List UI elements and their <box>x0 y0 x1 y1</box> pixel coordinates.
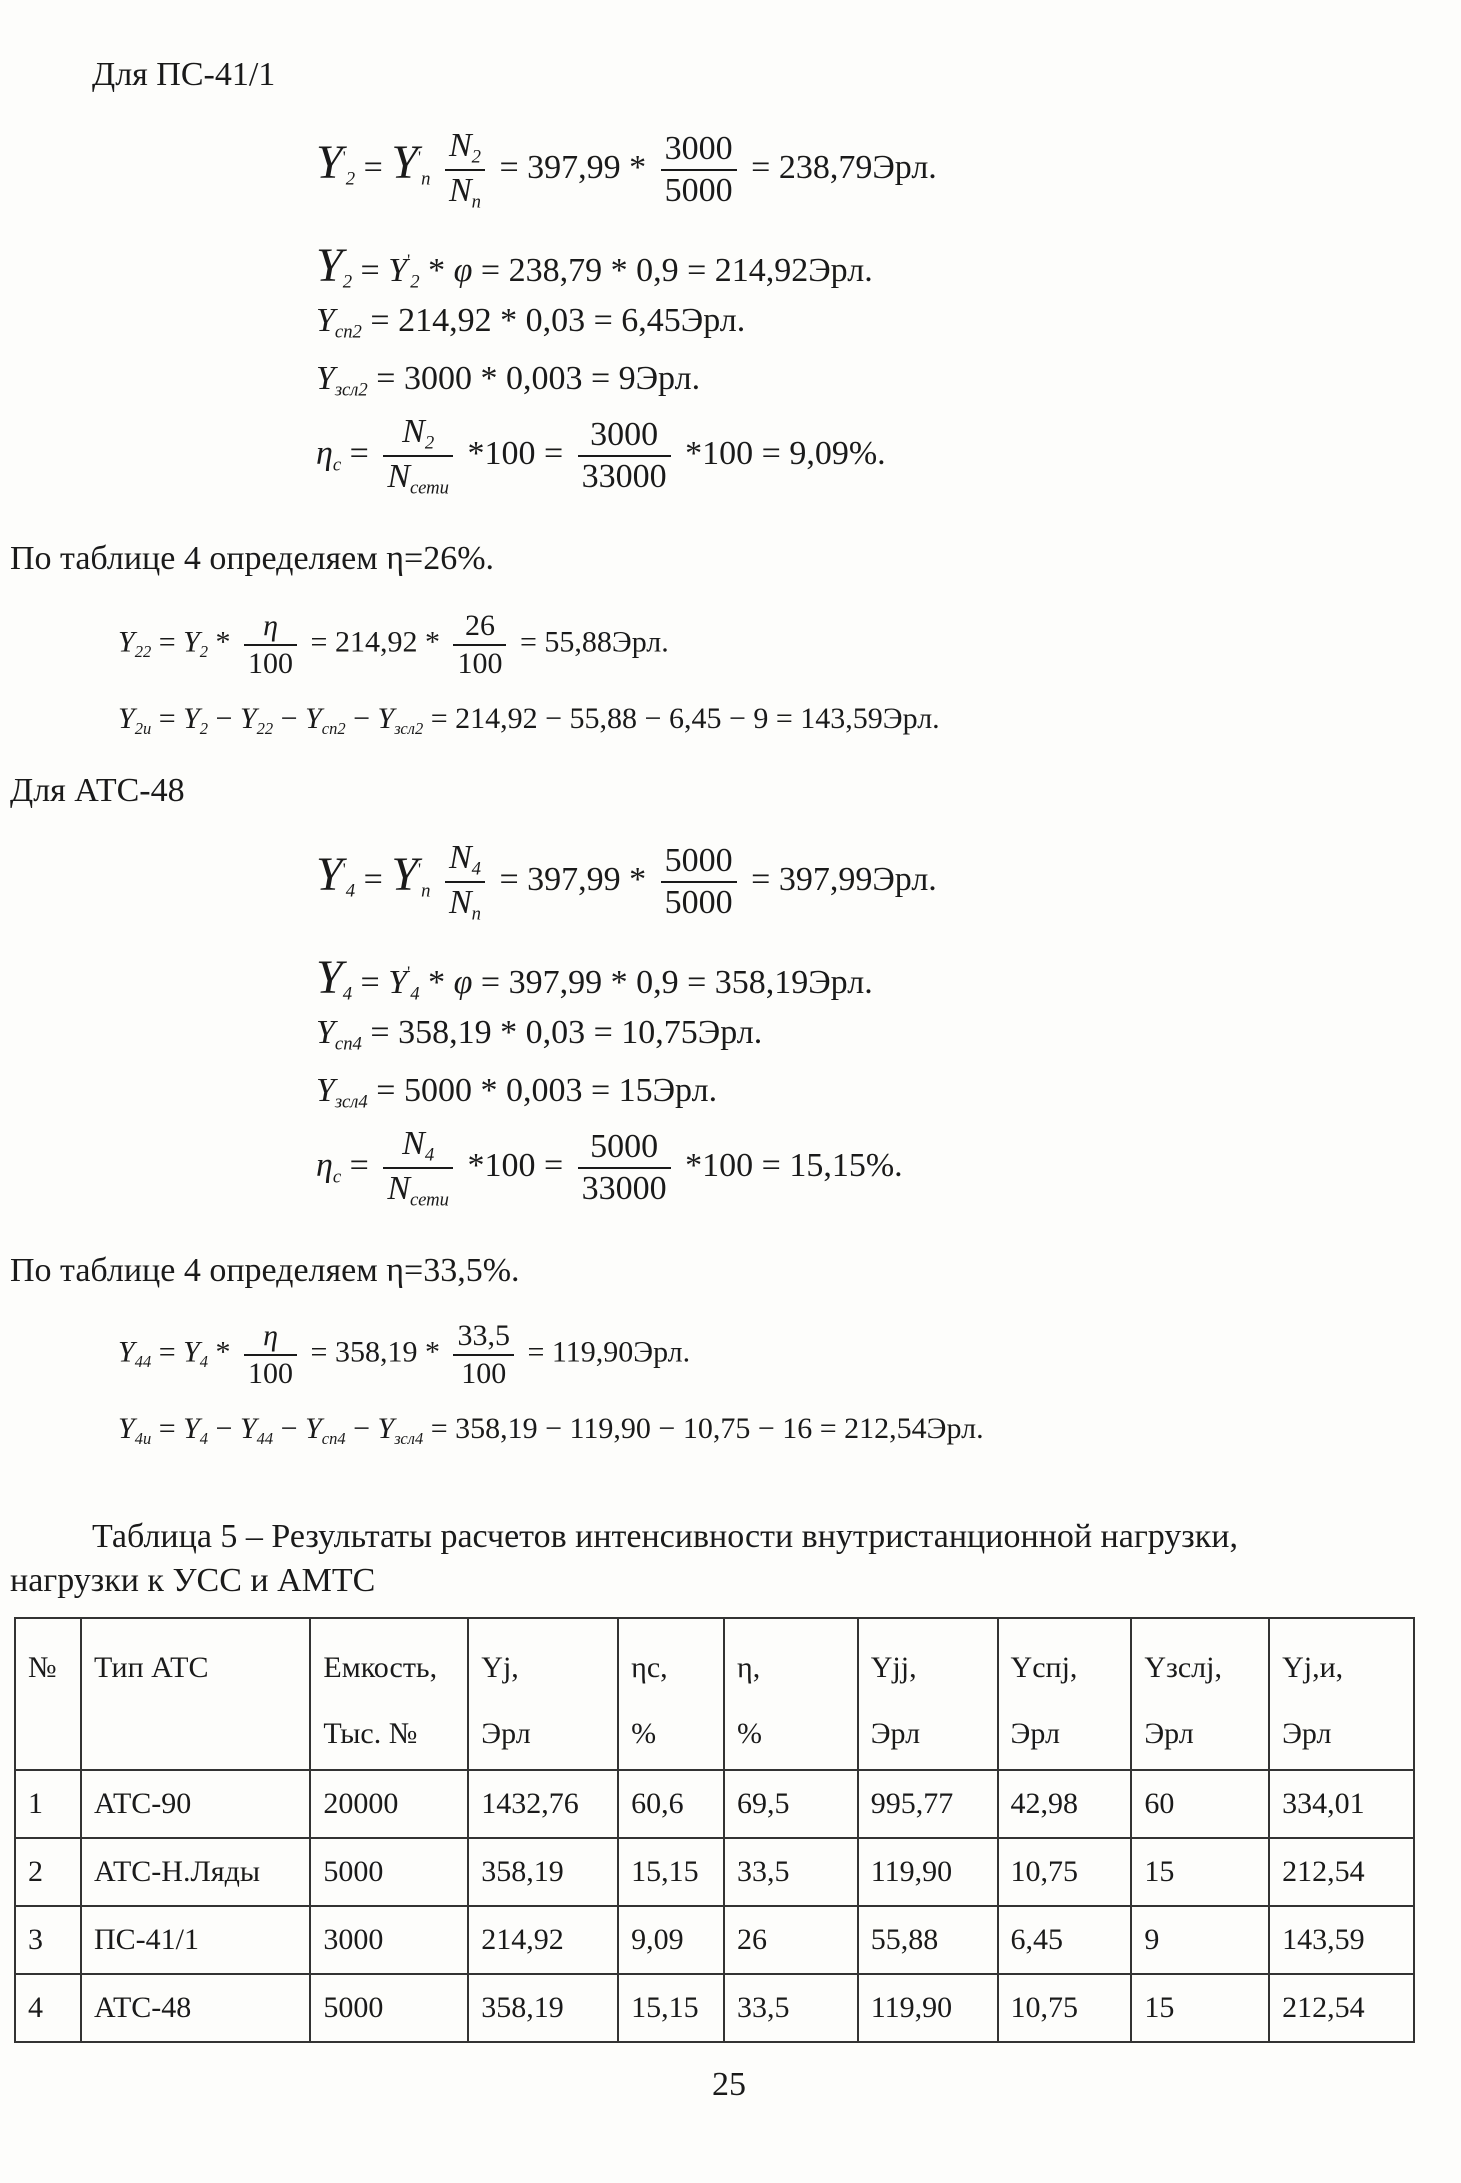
cell-yspj: 10,75 <box>998 1974 1132 2042</box>
equation-y2-prime: $Y'_2 = Y'_n$ $\frac{N_2}{N_n}$ = 397,99 * $\frac{3000}{5000}$ = 238,79Эрл. <box>316 127 937 213</box>
results-table <box>14 1617 1415 2043</box>
eq-ats48-e1-num: 5000 <box>661 843 737 883</box>
equation-y4-prime: $Y'_4 = Y'_n$ $\frac{N_4}{N_n}$ = 397,99 * $\frac{5000}{5000}$ = 397,99Эрл. <box>316 839 937 925</box>
equation-y2: $Y_2 = Y'_2 * \varphi = 238,79 * 0,9 = 214,92Эрл$. <box>316 239 873 293</box>
cell-yjj: 995,77 <box>858 1770 998 1838</box>
eq-ps41-e1-num: 3000 <box>661 131 737 171</box>
cell-yzslj: 60 <box>1131 1770 1269 1838</box>
eq-ats48-e5-den: 33000 <box>581 1170 667 1208</box>
eq-ats48-e1-res: = 397,99Эрл. <box>751 860 937 898</box>
cell-capacity: 20000 <box>310 1770 468 1838</box>
eq-ats48-e2-rest: = 397,99 * 0,9 = 358,19Эрл. <box>480 964 873 1001</box>
cell-num: 1 <box>15 1770 81 1838</box>
eq-ps41-e4-rest: = 3000 * 0,003 = 9Эрл. <box>376 360 701 397</box>
equation-y4i: $Y_{4и} = Y_4 - Y_{44} - Y_{сп4} - Y_{зсл4} = 358,19 - 119,90 - 10,75 - 16 = 212,54Эрл$. <box>118 1412 984 1448</box>
cell-yzslj: 9 <box>1131 1906 1269 1974</box>
page-number: 25 <box>712 2066 746 2103</box>
eq-ps41-e5-den: 33000 <box>581 458 667 496</box>
cell-yspj: 10,75 <box>998 1838 1132 1906</box>
cell-eta-c: 15,15 <box>618 1974 724 2042</box>
cell-yj: 358,19 <box>468 1974 618 2042</box>
eq-ats48-e5-num: 5000 <box>578 1129 671 1169</box>
cell-yj: 214,92 <box>468 1906 618 1974</box>
table5-caption-line2: нагрузки к УСС и АМТС <box>10 1562 376 1599</box>
cell-yji: 212,54 <box>1269 1974 1414 2042</box>
eq-ats48-e4-rest: = 5000 * 0,003 = 15Эрл. <box>376 1072 718 1109</box>
equation-ysp4: $Y_{сп4} = 358,19 * 0,03 = 10,75Эрл$. <box>316 1014 763 1055</box>
table-header-row <box>15 1618 1414 1770</box>
cell-capacity: 5000 <box>310 1974 468 2042</box>
cell-num: 4 <box>15 1974 81 2042</box>
header-yspj: Yспj, Эрл <box>998 1618 1132 1770</box>
cell-eta-c: 15,15 <box>618 1838 724 1906</box>
equation-y44: $Y_{44} = Y_4$ * $\frac{\eta}{100}$ = 358,19 * $\frac{33,5}{100}$ = 119,90Эрл. <box>118 1319 691 1390</box>
eq-ps41-e6-res: = 55,88Эрл. <box>519 625 669 659</box>
cell-yjj: 119,90 <box>858 1974 998 2042</box>
eq-ps41-e6-mid: = 214,92 * <box>310 625 440 659</box>
cell-eta-c: 9,09 <box>618 1906 724 1974</box>
cell-yzslj: 15 <box>1131 1974 1269 2042</box>
header-yjj: Yjj, Эрл <box>858 1618 998 1770</box>
cell-capacity: 3000 <box>310 1906 468 1974</box>
eq-ps41-e1-den: 5000 <box>664 172 733 210</box>
equation-ysp2: $Y_{сп2} = 214,92 * 0,03 = 6,45Эрл$. <box>316 302 746 343</box>
eq-ps41-e1-mid: = 397,99 * <box>499 148 647 186</box>
eq-ps41-e1-res: = 238,79Эрл. <box>751 148 937 186</box>
cell-eta: 33,5 <box>724 1838 858 1906</box>
eq-ats48-e5-mid: *100 = <box>467 1146 564 1184</box>
cell-eta: 26 <box>724 1906 858 1974</box>
equation-eta-c-ps41: $\eta_c$ = $\frac{N_2}{N_{сети}}$ *100 = $\frac{3000}{33000}$ *100 = 9,09%. <box>316 413 886 499</box>
eq-ps41-e5-mid: *100 = <box>467 434 564 472</box>
heading-ats48: Для АТС-48 <box>10 772 185 809</box>
cell-yjj: 119,90 <box>858 1838 998 1906</box>
cell-yjj: 55,88 <box>858 1906 998 1974</box>
cell-type: АТС-90 <box>81 1770 310 1838</box>
header-type: Тип АТС <box>81 1618 310 1770</box>
eq-ats48-e1-den: 5000 <box>664 884 733 922</box>
header-eta: η, % <box>724 1618 858 1770</box>
table5-caption-line1: Таблица 5 – Результаты расчетов интенсивности внутристанционной нагрузки, <box>92 1518 1238 1555</box>
equation-y4: $Y_4 = Y'_4 * \varphi = 397,99 * 0,9 = 358,19Эрл$. <box>316 951 873 1005</box>
eq-ats48-e1-mid: = 397,99 * <box>499 860 647 898</box>
cell-type: ПС-41/1 <box>81 1906 310 1974</box>
header-yj: Yj, Эрл <box>468 1618 618 1770</box>
eq-ps41-e6-num: 26 <box>453 610 506 646</box>
cell-capacity: 5000 <box>310 1838 468 1906</box>
heading-ps41: Для ПС-41/1 <box>92 56 276 93</box>
cell-yji: 212,54 <box>1269 1838 1414 1906</box>
eq-ats48-e7-rest: = 358,19 − 119,90 − 10,75 − 16 = 212,54Эрл. <box>430 1412 984 1445</box>
cell-yj: 358,19 <box>468 1838 618 1906</box>
eq-ps41-e3-rest: = 214,92 * 0,03 = 6,45Эрл. <box>370 302 746 339</box>
eq-ats48-e6-mid: = 358,19 * <box>310 1335 440 1369</box>
cell-eta-c: 60,6 <box>618 1770 724 1838</box>
table4-note-ps41: По таблице 4 определяем η=26%. <box>10 540 495 577</box>
eq-ats48-e6-res: = 119,90Эрл. <box>527 1335 691 1369</box>
header-yzslj: Yзслj, Эрл <box>1131 1618 1269 1770</box>
equation-yzsl2: $Y_{зсл2} = 3000 * 0,003 = 9Эрл$. <box>316 360 701 401</box>
cell-yspj: 42,98 <box>998 1770 1132 1838</box>
table-row <box>15 1838 1414 1906</box>
header-eta-c: ηc, % <box>618 1618 724 1770</box>
eq-ats48-e6-num: 33,5 <box>453 1320 514 1356</box>
eq-ats48-e6-den: 100 <box>461 1356 507 1390</box>
cell-eta: 69,5 <box>724 1770 858 1838</box>
eq-ps41-e5-num: 3000 <box>578 417 671 457</box>
cell-yji: 334,01 <box>1269 1770 1414 1838</box>
table-row <box>15 1974 1414 2042</box>
equation-yzsl4: $Y_{зсл4} = 5000 * 0,003 = 15Эрл$. <box>316 1072 718 1113</box>
header-num: № <box>15 1618 81 1770</box>
equation-y2i: $Y_{2и} = Y_2 - Y_{22} - Y_{сп2} - Y_{зсл2} = 214,92 - 55,88 - 6,45 - 9 = 143,59Эрл$. <box>118 702 940 738</box>
eq-ps41-e6-den: 100 <box>457 646 503 680</box>
cell-type: АТС-48 <box>81 1974 310 2042</box>
eq-ps41-e7-rest: = 214,92 − 55,88 − 6,45 − 9 = 143,59Эрл. <box>430 702 940 735</box>
equation-eta-c-ats48: $\eta_c$ = $\frac{N_4}{N_{сети}}$ *100 = $\frac{5000}{33000}$ *100 = 15,15%. <box>316 1125 903 1211</box>
eq-ats48-e3-rest: = 358,19 * 0,03 = 10,75Эрл. <box>370 1014 763 1051</box>
cell-yspj: 6,45 <box>998 1906 1132 1974</box>
table4-note-ats48: По таблице 4 определяем η=33,5%. <box>10 1252 520 1289</box>
eq-ats48-e5-res: *100 = 15,15%. <box>685 1146 903 1184</box>
eq-ps41-e5-res: *100 = 9,09%. <box>685 434 886 472</box>
cell-num: 2 <box>15 1838 81 1906</box>
cell-type: АТС-Н.Ляды <box>81 1838 310 1906</box>
cell-yj: 1432,76 <box>468 1770 618 1838</box>
table-row <box>15 1770 1414 1838</box>
header-yji: Yj,и, Эрл <box>1269 1618 1414 1770</box>
cell-num: 3 <box>15 1906 81 1974</box>
eq-ps41-e2-rest: = 238,79 * 0,9 = 214,92Эрл. <box>480 252 873 289</box>
cell-yzslj: 15 <box>1131 1838 1269 1906</box>
header-capacity: Емкость, Тыс. № <box>310 1618 468 1770</box>
cell-eta: 33,5 <box>724 1974 858 2042</box>
equation-y22: $Y_{22} = Y_2$ * $\frac{\eta}{100}$ = 214,92 * $\frac{26}{100}$ = 55,88Эрл. <box>118 609 669 680</box>
table-row <box>15 1906 1414 1974</box>
cell-yji: 143,59 <box>1269 1906 1414 1974</box>
